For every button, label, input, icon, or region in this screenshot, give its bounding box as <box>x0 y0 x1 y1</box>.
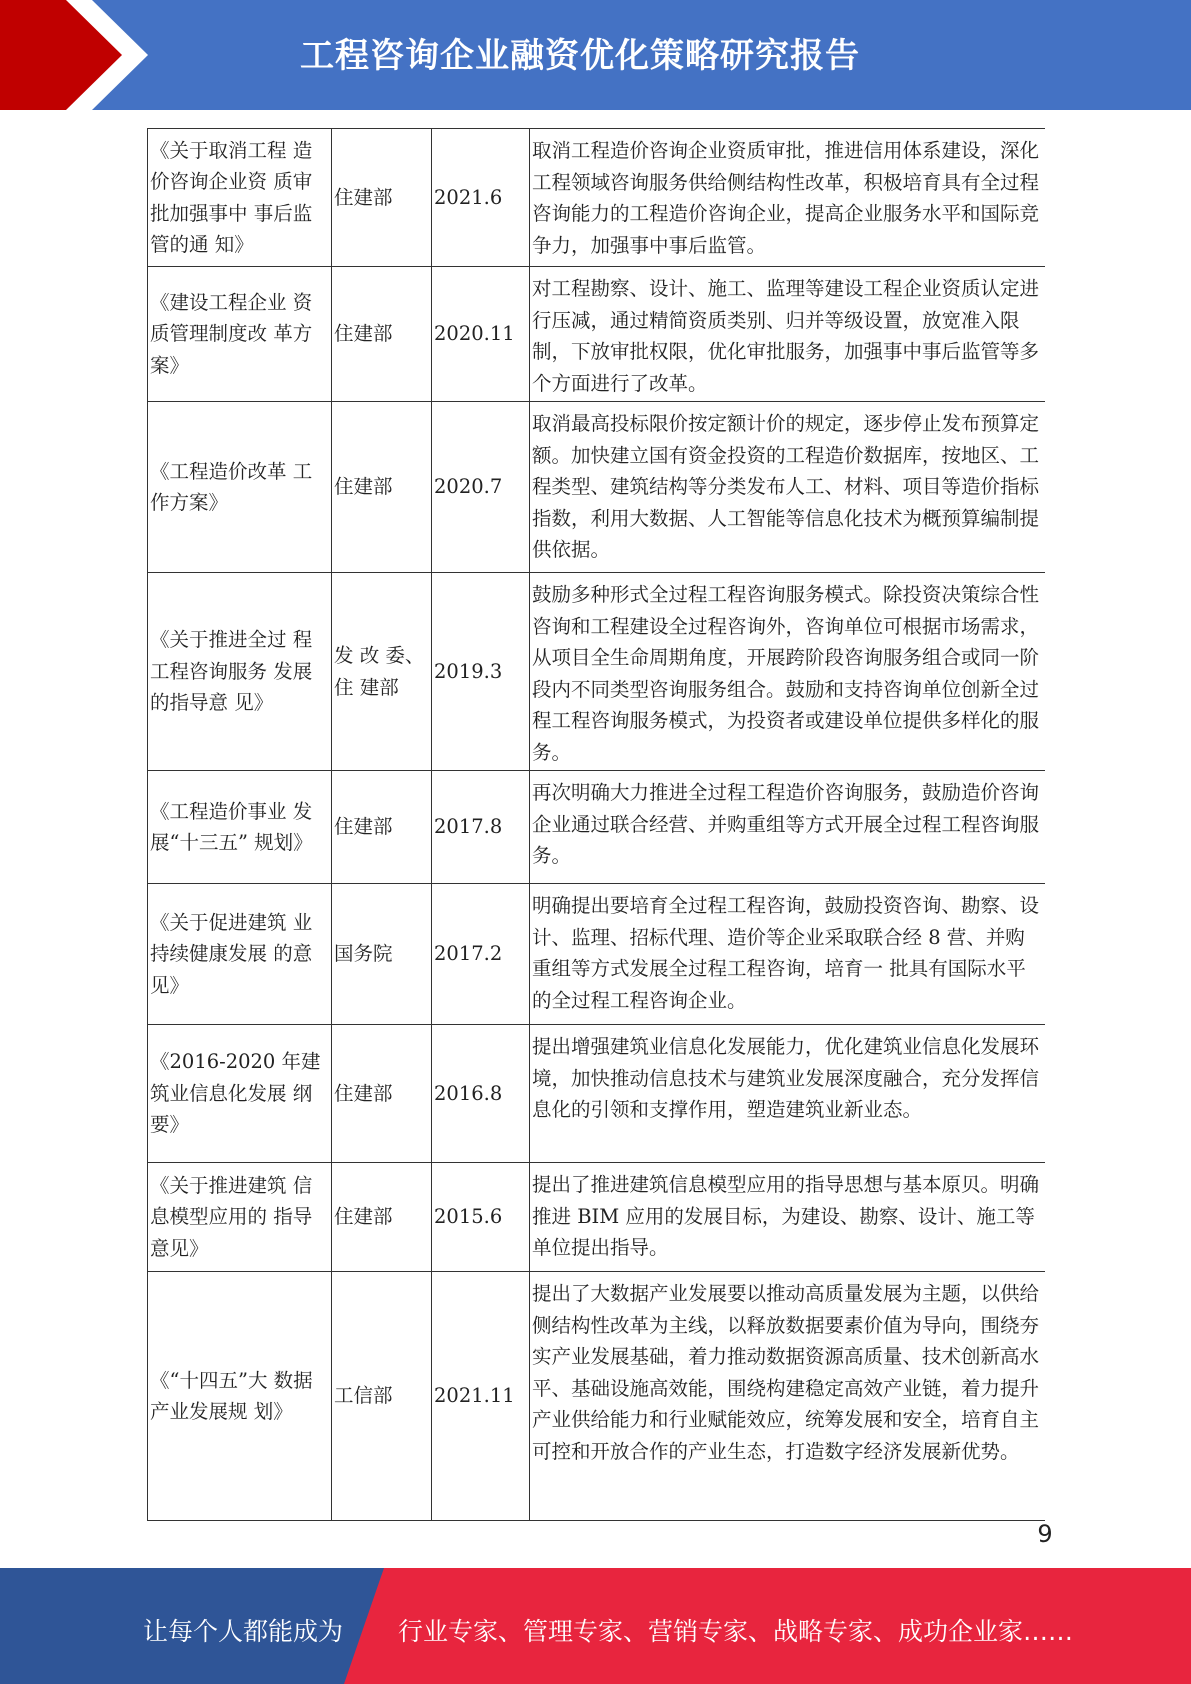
policy-date: 2016.8 <box>432 1025 530 1163</box>
table-row <box>148 1272 1045 1521</box>
policy-date: 2015.6 <box>432 1163 530 1272</box>
policy-department: 住建部 <box>332 267 432 402</box>
table-row <box>148 1163 1045 1272</box>
report-title: 工程咨询企业融资优化策略研究报告 <box>300 36 860 76</box>
table-row <box>148 267 1045 402</box>
policy-content: 提出了推进建筑信息模型应用的指导思想与基本原贝。明确推进 BIM 应用的发展目标，为建设、勘察、设计、施工等单位提出指导。 <box>530 1163 1045 1272</box>
policy-content: 取消最高投标限价按定额计价的规定，逐步停止发布预算定额。加快建立国有资金投资的工程造价数据库，按地区、工程类型、建筑结构等分类发布人工、材料、项目等造价指标指数，利用大数据、人工智能等信息化技术为概预算编制提供依据。 <box>530 402 1045 573</box>
table-row <box>148 129 1045 267</box>
policy-name: 《关于促进建筑 业持续健康发展 的意见》 <box>148 884 332 1025</box>
policy-table <box>147 128 1045 1521</box>
table-row <box>148 771 1045 884</box>
policy-name: 《关于取消工程 造价咨询企业资 质审批加强事中 事后监管的通 知》 <box>148 129 332 267</box>
policy-content: 提出增强建筑业信息化发展能力，优化建筑业信息化发展环境，加快推动信息技术与建筑业发展深度融合，充分发挥信息化的引领和支撑作用，塑造建筑业新业态。 <box>530 1025 1045 1163</box>
policy-content: 取消工程造价咨询企业资质审批，推进信用体系建设，深化工程领域咨询服务供给侧结构性改革，积极培育具有全过程咨询能力的工程造价咨询企业，提高企业服务水平和国际竞争力，加强事中事后监管。 <box>530 129 1045 267</box>
page-header <box>0 0 1191 110</box>
policy-content: 对工程勘察、设计、施工、监理等建设工程企业资质认定进行压减，通过精简资质类别、归并等级设置，放宽准入限制，下放审批权限，优化审批服务，加强事中事后监管等多个方面进行了改革。 <box>530 267 1045 402</box>
policy-department: 工信部 <box>332 1272 432 1521</box>
policy-date: 2017.8 <box>432 771 530 884</box>
policy-date: 2021.11 <box>432 1272 530 1521</box>
policy-name: 《工程造价事业 发展“十三五” 规划》 <box>148 771 332 884</box>
policy-department: 国务院 <box>332 884 432 1025</box>
policy-name: 《2016-2020 年建筑业信息化发展 纲要》 <box>148 1025 332 1163</box>
policy-date: 2021.6 <box>432 129 530 267</box>
table-row <box>148 1025 1045 1163</box>
policy-department: 住建部 <box>332 1025 432 1163</box>
policy-content: 明确提出要培育全过程工程咨询，鼓励投资咨询、勘察、设计、监理、招标代理、造价等企业采取联合经 8 营、并购重组等方式发展全过程工程咨询，培育一 批具有国际水平的全过程工程咨询企业。 <box>530 884 1045 1025</box>
policy-name: 《关于推进建筑 信息模型应用的 指导意见》 <box>148 1163 332 1272</box>
policy-department: 住建部 <box>332 1163 432 1272</box>
policy-date: 2020.11 <box>432 267 530 402</box>
policy-department: 发 改 委、住 建部 <box>332 573 432 771</box>
policy-date: 2017.2 <box>432 884 530 1025</box>
policy-content: 鼓励多种形式全过程工程咨询服务模式。除投资决策综合性咨询和工程建设全过程咨询外，咨询单位可根据市场需求，从项目全生命周期角度，开展跨阶段咨询服务组合或同一阶段内不同类型咨询服务组合。鼓励和支持咨询单位创新全过程工程咨询服务模式，为投资者或建设单位提供多样化的服务。 <box>530 573 1045 771</box>
policy-department: 住建部 <box>332 402 432 573</box>
footer-slogan-right: 行业专家、管理专家、营销专家、战略专家、成功企业家…… <box>398 1617 1074 1646</box>
policy-date: 2019.3 <box>432 573 530 771</box>
table-row <box>148 402 1045 573</box>
policy-content: 再次明确大力推进全过程工程造价咨询服务，鼓励造价咨询企业通过联合经营、并购重组等方式开展全过程工程咨询服务。 <box>530 771 1045 884</box>
policy-date: 2020.7 <box>432 402 530 573</box>
policy-name: 《“十四五”大 数据产业发展规 划》 <box>148 1272 332 1521</box>
policy-name: 《工程造价改革 工作方案》 <box>148 402 332 573</box>
policy-name: 《关于推进全过 程工程咨询服务 发展的指导意 见》 <box>148 573 332 771</box>
footer-slogan-left: 让每个人都能成为 <box>143 1617 344 1646</box>
page-footer <box>0 1568 1191 1684</box>
policy-content: 提出了大数据产业发展要以推动高质量发展为主题，以供给侧结构性改革为主线，以释放数据要素价值为导向，围绕夯实产业发展基础，着力推动数据资源高质量、技术创新高水平、基础设施高效能，围绕构建稳定高效产业链，着力提升产业供给能力和行业赋能效应，统筹发展和安全，培育自主可控和开放合作的产业生态，打造数字经济发展新优势。 <box>530 1272 1045 1521</box>
table-row <box>148 884 1045 1025</box>
policy-department: 住建部 <box>332 771 432 884</box>
table-row <box>148 573 1045 771</box>
policy-name: 《建设工程企业 资质管理制度改 革方案》 <box>148 267 332 402</box>
policy-department: 住建部 <box>332 129 432 267</box>
page-number: 9 <box>1037 1520 1053 1548</box>
